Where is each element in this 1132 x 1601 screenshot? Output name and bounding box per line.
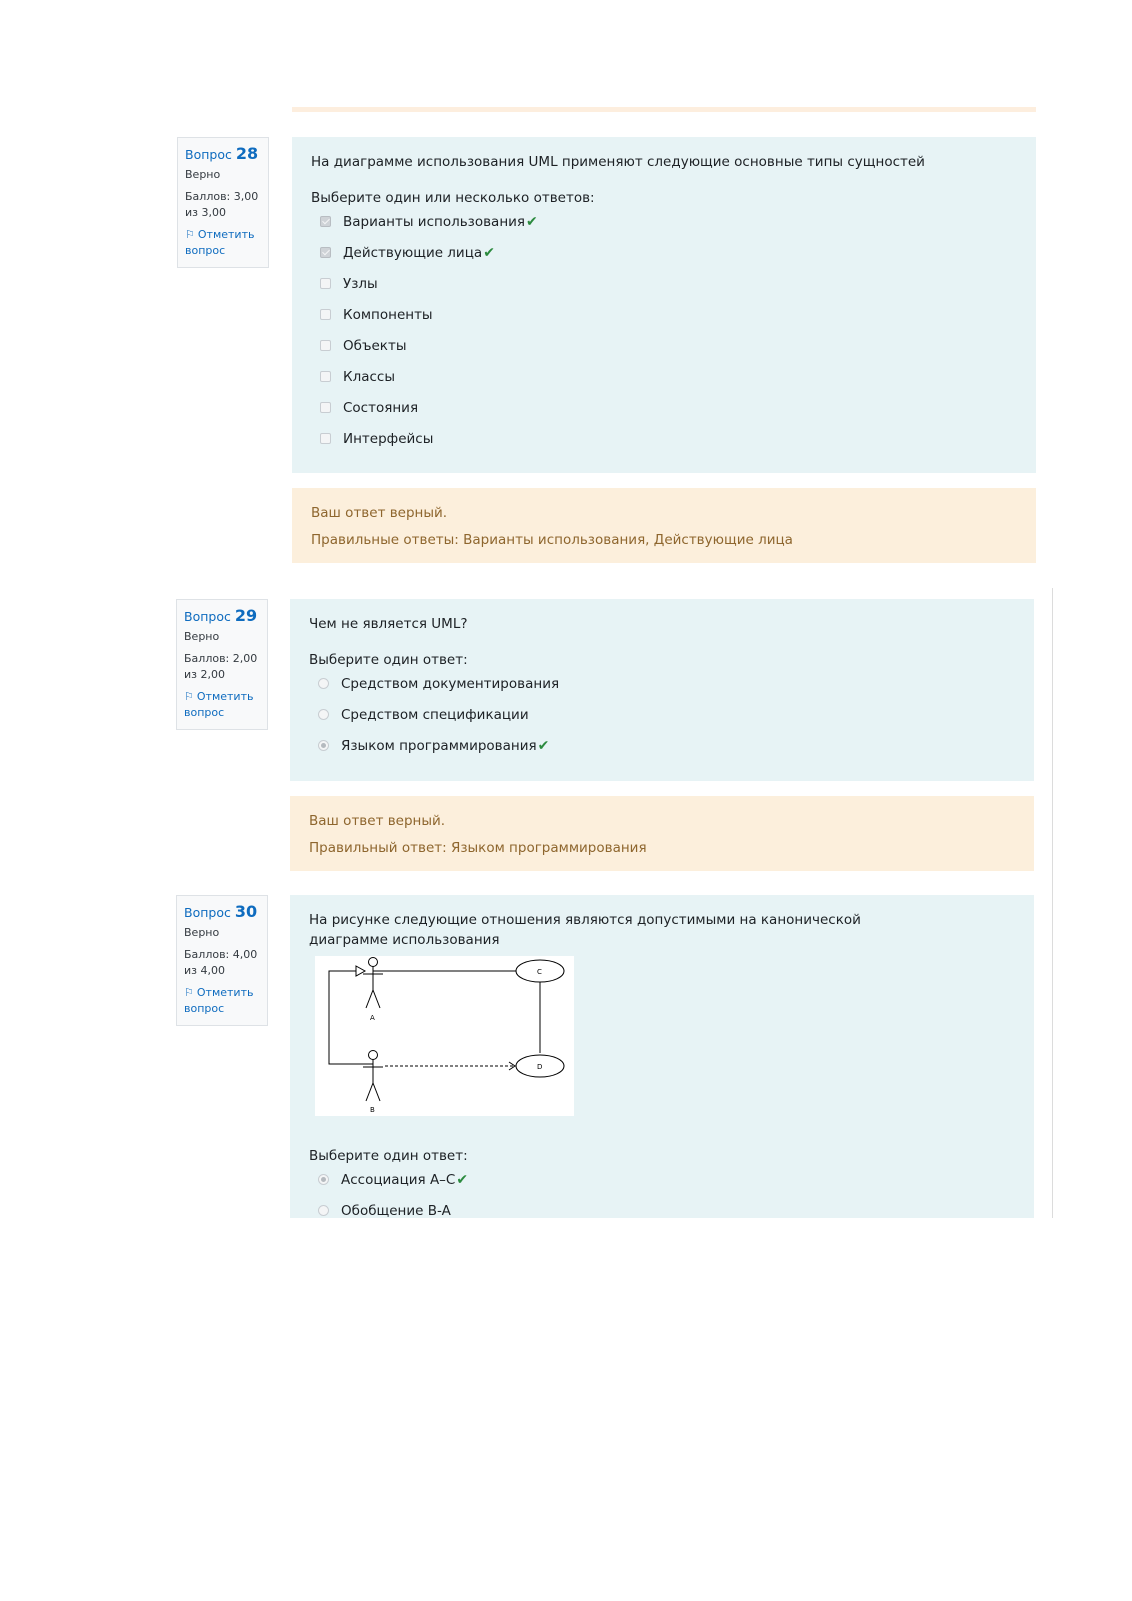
checkbox[interactable] [320,216,331,227]
question-grade: Баллов: 3,00 из 3,00 [185,190,259,219]
feedback-text: Ваш ответ верный. [309,813,446,829]
radio-button[interactable] [318,1205,329,1216]
question-grade: Баллов: 2,00 из 2,00 [184,652,258,681]
radio-button[interactable] [318,740,329,751]
checkbox[interactable] [320,278,331,289]
checkbox[interactable] [320,371,331,382]
answer-option[interactable]: Средством документирования [309,668,1015,699]
use-case-diagram [315,956,574,1116]
question-number: Вопрос 30 [184,902,258,921]
check-icon: ✔ [537,737,550,754]
answer-option[interactable]: Объекты [311,330,1017,361]
answer-option[interactable]: Действующие лица ✔ [311,237,1017,268]
actor-b [363,1051,383,1102]
question-content-28 [292,137,1036,473]
answer-option[interactable]: Языком программирования ✔ [309,730,1015,761]
answer-option[interactable]: Узлы [311,268,1017,299]
checkbox[interactable] [320,309,331,320]
question-text: На диаграмме использования UML применяют следующие основные типы сущностей [311,154,925,170]
answer-list [309,668,1015,761]
question-info-28 [177,137,269,268]
radio-button[interactable] [318,678,329,689]
answer-prompt: Выберите один ответ: [309,1148,468,1164]
radio-button[interactable] [318,1174,329,1185]
question-text: На рисунке следующие отношения являются допустимыми на канонической диаграмме использования [309,912,861,948]
checkbox[interactable] [320,340,331,351]
scroll-edge [1052,588,1053,1218]
right-answer: Правильные ответы: Варианты использования, Действующие лица [311,532,793,548]
answer-option[interactable]: Варианты использования ✔ [311,206,1017,237]
checkbox[interactable] [320,247,331,258]
actor-a [363,958,383,1009]
answer-list [311,206,1017,454]
question-state: Верно [184,926,220,939]
question-state: Верно [184,630,220,643]
answer-prompt: Выберите один или несколько ответов: [311,190,595,206]
check-icon: ✔ [526,213,538,230]
answer-option[interactable]: Ассоциация A–C ✔ [309,1164,1015,1195]
actor-b-label: B [370,1106,375,1114]
feedback-text: Ваш ответ верный. [311,505,448,521]
question-number: Вопрос 28 [185,144,259,163]
answer-option[interactable]: Состояния [311,392,1017,423]
feedback-29 [290,796,1034,871]
question-info-30 [176,895,268,1026]
question-info-29 [176,599,268,730]
answer-prompt: Выберите один ответ: [309,652,468,668]
actor-a-label: A [370,1014,375,1022]
top-divider [292,107,1036,112]
question-number: Вопрос 29 [184,606,258,625]
usecase-d-label: D [537,1063,543,1071]
check-icon: ✔ [456,1171,469,1188]
answer-option[interactable]: Обобщение B-A [309,1195,1015,1226]
check-icon: ✔ [483,244,495,261]
answer-option[interactable]: Компоненты [311,299,1017,330]
flag-icon: ⚐ [184,986,194,999]
feedback-28 [292,488,1036,563]
answer-list [309,1164,1015,1226]
right-answer: Правильный ответ: Языком программирования [309,840,647,856]
flag-icon: ⚐ [185,228,195,241]
question-state: Верно [185,168,221,181]
flag-question-link[interactable]: ⚐ Отметить вопрос [184,690,254,719]
checkbox[interactable] [320,433,331,444]
answer-option[interactable]: Интерфейсы [311,423,1017,454]
answer-option[interactable]: Средством спецификации [309,699,1015,730]
flag-question-link[interactable]: ⚐ Отметить вопрос [184,986,254,1015]
question-content-30 [290,895,1034,1218]
generalization-line [329,971,373,1064]
flag-question-link[interactable]: ⚐ Отметить вопрос [185,228,255,257]
radio-button[interactable] [318,709,329,720]
flag-icon: ⚐ [184,690,194,703]
question-grade: Баллов: 4,00 из 4,00 [184,948,258,977]
checkbox[interactable] [320,402,331,413]
usecase-c-label: C [537,968,542,976]
question-content-29 [290,599,1034,781]
question-text: Чем не является UML? [309,616,468,632]
answer-option[interactable]: Классы [311,361,1017,392]
